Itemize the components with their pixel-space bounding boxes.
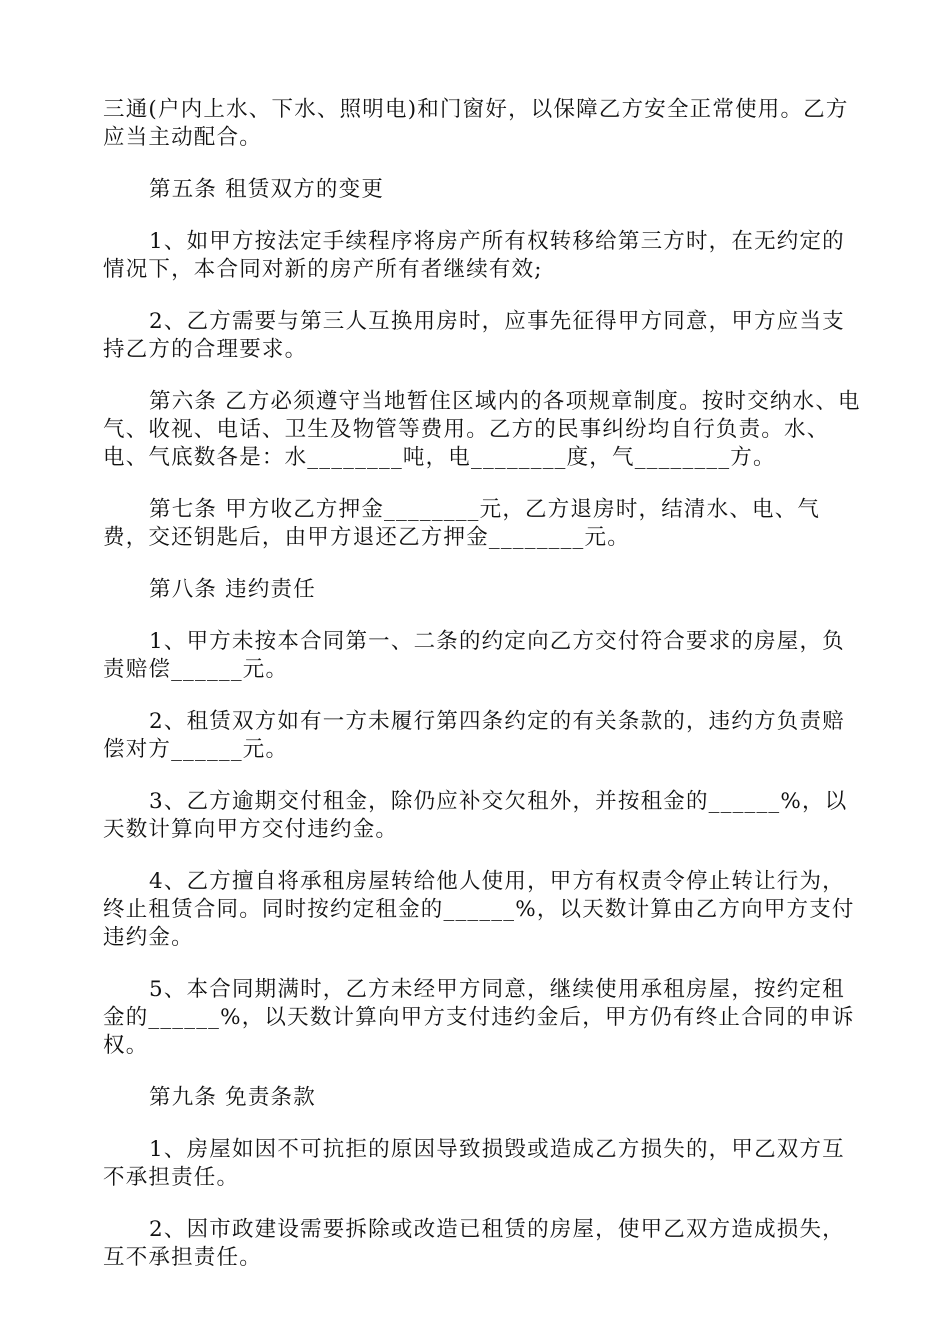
paragraph-article-5-item-2: 2、乙方需要与第三人互换用房时，应事先征得甲方同意，甲方应当支持乙方的合理要求。 bbox=[103, 309, 845, 362]
heading-article-8: 第八条 违约责任 bbox=[149, 577, 316, 602]
paragraph-article-9-item-1: 1、房屋如因不可抗拒的原因导致损毁或造成乙方损失的，甲乙双方互不承担责任。 bbox=[103, 1137, 845, 1190]
heading-article-9: 第九条 免责条款 bbox=[149, 1085, 316, 1110]
paragraph-article-8-item-5: 5、本合同期满时，乙方未经甲方同意，继续使用承租房屋，按约定租金的______%，以天数计算向甲方支付违约金后，甲方仍有终止合同的申诉权。 bbox=[103, 977, 855, 1058]
contract-body bbox=[103, 96, 863, 1296]
heading-article-5: 第五条 租赁双方的变更 bbox=[149, 177, 385, 202]
paragraph-article-8-item-3: 3、乙方逾期交付租金，除仍应补交欠租外，并按租金的______%，以天数计算向甲方交付违约金。 bbox=[103, 789, 848, 842]
paragraph-article-6: 第六条 乙方必须遵守当地暂住区域内的各项规章制度。按时交纳水、电气、收视、电话、卫生及物管等费用。乙方的民事纠纷均自行负责。水、电、气底数各是：水________吨，电________度，气________方。 bbox=[103, 389, 861, 470]
paragraph-article-9-item-2: 2、因市政建设需要拆除或改造已租赁的房屋，使甲乙双方造成损失，互不承担责任。 bbox=[103, 1217, 845, 1270]
paragraph-article-8-item-4: 4、乙方擅自将承租房屋转给他人使用，甲方有权责令停止转让行为，终止租赁合同。同时按约定租金的______%，以天数计算由乙方向甲方支付违约金。 bbox=[103, 869, 855, 950]
paragraph-article-8-item-1: 1、甲方未按本合同第一、二条的约定向乙方交付符合要求的房屋，负责赔偿______元。 bbox=[103, 629, 845, 682]
paragraph-article-7: 第七条 甲方收乙方押金________元，乙方退房时，结清水、电、气费，交还钥匙后，由甲方退还乙方押金________元。 bbox=[103, 497, 821, 550]
paragraph-article-5-item-1: 1、如甲方按法定手续程序将房产所有权转移给第三方时，在无约定的情况下，本合同对新的房产所有者继续有效; bbox=[103, 229, 845, 282]
paragraph-utilities-clause: 三通(户内上水、下水、照明电)和门窗好，以保障乙方安全正常使用。乙方应当主动配合。 bbox=[103, 97, 849, 150]
paragraph-article-8-item-2: 2、租赁双方如有一方未履行第四条约定的有关条款的，违约方负责赔偿对方______元。 bbox=[103, 709, 845, 762]
